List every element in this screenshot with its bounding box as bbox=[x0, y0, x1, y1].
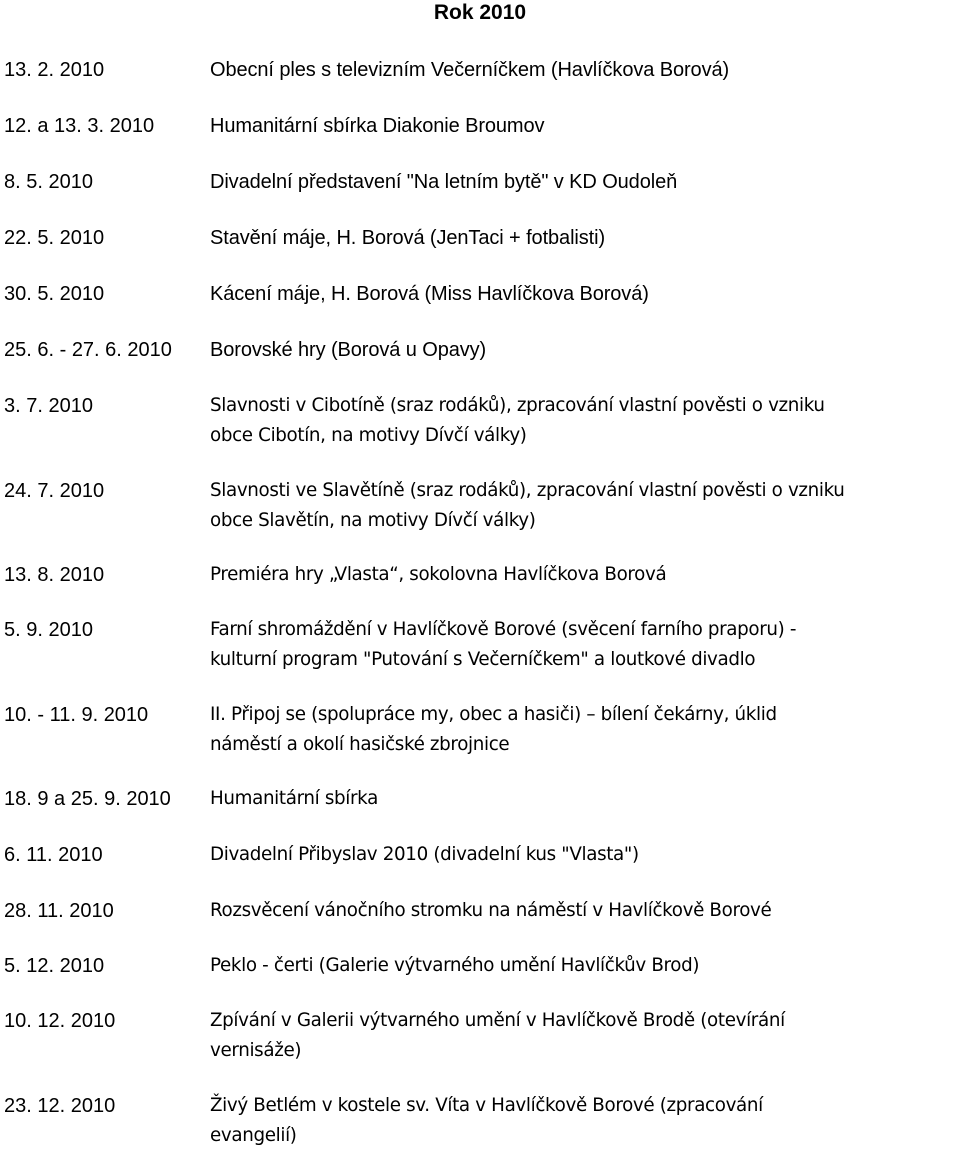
event-date: 13. 8. 2010 bbox=[4, 564, 105, 586]
event-date: 24. 7. 2010 bbox=[4, 480, 105, 502]
event-date: 22. 5. 2010 bbox=[4, 227, 105, 249]
event-description bbox=[210, 1006, 954, 1066]
event-date: 25. 6. - 27. 6. 2010 bbox=[4, 339, 172, 361]
event-description-line: Obecní ples s televizním Večerníčkem (Havlíčkova Borová) bbox=[210, 59, 730, 81]
event-description-line: Zpívání v Galerii výtvarného umění v Havlíčkově Brodě (otevírání bbox=[210, 1010, 785, 1031]
event-description-line: Peklo - čerti (Galerie výtvarného umění Havlíčkův Brod) bbox=[210, 955, 700, 976]
event-description bbox=[210, 111, 954, 141]
event-description bbox=[210, 279, 954, 309]
event-description bbox=[210, 951, 954, 981]
event-date: 6. 11. 2010 bbox=[4, 844, 103, 866]
event-description-line: II. Připoj se (spolupráce my, obec a hasiči) – bílení čekárny, úklid bbox=[210, 704, 777, 725]
event-description-line: Kácení máje, H. Borová (Miss Havlíčkova Borová) bbox=[210, 283, 649, 305]
event-description bbox=[210, 700, 954, 760]
event-description bbox=[210, 1091, 954, 1151]
event-description-line: obce Cibotín, na motivy Dívčí války) bbox=[210, 425, 527, 446]
event-description-line: Borovské hry (Borová u Opavy) bbox=[210, 339, 487, 361]
event-date: 3. 7. 2010 bbox=[4, 395, 93, 417]
event-description-line: Farní shromáždění v Havlíčkově Borové (svěcení farního praporu) - bbox=[210, 619, 797, 640]
event-date: 10. 12. 2010 bbox=[4, 1010, 116, 1032]
event-description-line: kulturní program "Putování s Večerníčkem" a loutkové divadlo bbox=[210, 649, 756, 670]
event-date: 10. - 11. 9. 2010 bbox=[4, 704, 149, 726]
page-title: Rok 2010 bbox=[433, 1, 527, 24]
event-date: 5. 12. 2010 bbox=[4, 955, 105, 977]
event-date: 5. 9. 2010 bbox=[4, 619, 93, 641]
event-description-line: Živý Betlém v kostele sv. Víta v Havlíčkově Borové (zpracování bbox=[210, 1095, 763, 1116]
event-description-line: Premiéra hry „Vlasta“, sokolovna Havlíčkova Borová bbox=[210, 564, 667, 585]
event-description-line: evangelií) bbox=[210, 1125, 297, 1146]
event-description-line: obce Slavětín, na motivy Dívčí války) bbox=[210, 510, 536, 531]
event-description bbox=[210, 476, 954, 536]
event-description-line: Humanitární sbírka bbox=[210, 788, 378, 809]
event-description bbox=[210, 167, 954, 197]
event-description bbox=[210, 840, 954, 870]
event-description bbox=[210, 335, 954, 365]
event-description bbox=[210, 896, 954, 926]
event-date: 18. 9 a 25. 9. 2010 bbox=[4, 788, 171, 810]
event-description bbox=[210, 784, 954, 814]
event-date: 12. a 13. 3. 2010 bbox=[4, 115, 155, 137]
event-description-line: Rozsvěcení vánočního stromku na náměstí v Havlíčkově Borové bbox=[210, 900, 772, 921]
event-date: 23. 12. 2010 bbox=[4, 1095, 116, 1117]
event-date: 13. 2. 2010 bbox=[4, 59, 105, 81]
event-description-line: náměstí a okolí hasičské zbrojnice bbox=[210, 734, 510, 755]
event-description-line: Divadelní představení "Na letním bytě" v KD Oudoleň bbox=[210, 171, 678, 193]
event-description-line: Divadelní Přibyslav 2010 (divadelní kus "Vlasta") bbox=[210, 844, 639, 865]
event-description bbox=[210, 223, 954, 253]
event-description-line: Slavnosti ve Slavětíně (sraz rodáků), zpracování vlastní pověsti o vzniku bbox=[210, 480, 845, 501]
event-description bbox=[210, 560, 954, 590]
event-description-line: Stavění máje, H. Borová (JenTaci + fotbalisti) bbox=[210, 227, 606, 249]
event-description bbox=[210, 391, 954, 451]
event-description bbox=[210, 615, 954, 675]
event-date: 28. 11. 2010 bbox=[4, 900, 114, 922]
event-date: 30. 5. 2010 bbox=[4, 283, 105, 305]
event-description-line: Slavnosti v Cibotíně (sraz rodáků), zpracování vlastní pověsti o vzniku bbox=[210, 395, 825, 416]
event-date: 8. 5. 2010 bbox=[4, 171, 93, 193]
event-description bbox=[210, 55, 954, 85]
event-description-line: vernisáže) bbox=[210, 1040, 302, 1061]
event-description-line: Humanitární sbírka Diakonie Broumov bbox=[210, 115, 545, 137]
